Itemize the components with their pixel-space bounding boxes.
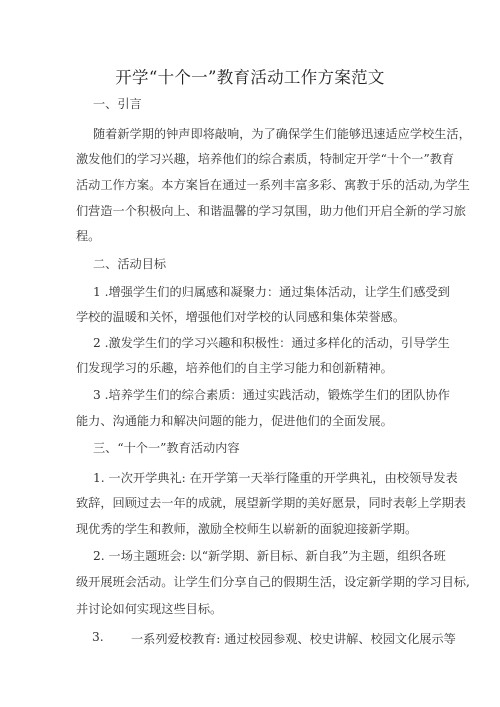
section-heading-goals: 二、活动目标 [93,257,167,271]
section-heading-activities: 三、“十个一”教育活动内容 [93,441,240,455]
activity-item-number: 3. [92,630,104,644]
activity-item-line: 2. 一场主题班会: 以“新学期、新目标、新自我”为主题，组织各班 [93,549,446,563]
activity-item-line: 一系列爱校教育: 通过校园参观、校史讲解、校园文化展示等 [131,632,456,646]
paragraph-line: 们营造一个积极向上、和谐温馨的学习氛围，助力他们开启全新的学习旅 [76,204,466,218]
goal-item-line: 2 .激发学生们的学习兴趣和积极性：通过多样化的活动，引导学生 [93,336,450,350]
paragraph-line: 活动工作方案。本方案旨在通过一系列丰富多彩、寓教于乐的活动,为学生 [76,178,470,192]
section-heading-introduction: 一、引言 [93,97,142,111]
goal-item-line: 能力、沟通能力和解决问题的能力，促进他们的全面发展。 [76,414,393,428]
document-title: 开学“十个一”教育活动工作方案范文 [115,68,385,87]
activity-item-line: 级开展班会活动。让学生们分享自己的假期生活，设定新学期的学习目标, [76,575,470,589]
activity-item-line: 致辞，回顾过去一年的成就，展望新学期的美好愿景，同时表彰上学期表 [76,496,466,510]
activity-item-line: 1. 一次开学典礼: 在开学第一天举行隆重的开学典礼，由校领导发表 [93,471,458,485]
paragraph-line: 激发他们的学习兴趣，培养他们的综合素质，特制定开学“十个一”教育 [76,152,455,166]
paragraph-line: 随着新学期的钟声即将敲响，为了确保学生们能够迅速适应学校生活， [93,127,471,141]
goal-item-line: 1 .增强学生们的归属感和凝聚力：通过集体活动，让学生们感受到 [93,285,450,299]
activity-item-line: 现优秀的学生和教师，激励全校师生以崭新的面貌迎接新学期。 [76,522,418,536]
activity-item-line: 并讨论如何实现这些目标。 [76,602,223,616]
paragraph-line: 程。 [76,229,101,243]
goal-item-line: 们发现学习的乐趣，培养他们的自主学习能力和创新精神。 [76,361,393,375]
goal-item-line: 3 .培养学生们的综合素质：通过实践活动，锻炼学生们的团队协作 [93,388,450,402]
goal-item-line: 学校的温暖和关怀，增强他们对学校的认同感和集体荣誉感。 [76,310,406,324]
